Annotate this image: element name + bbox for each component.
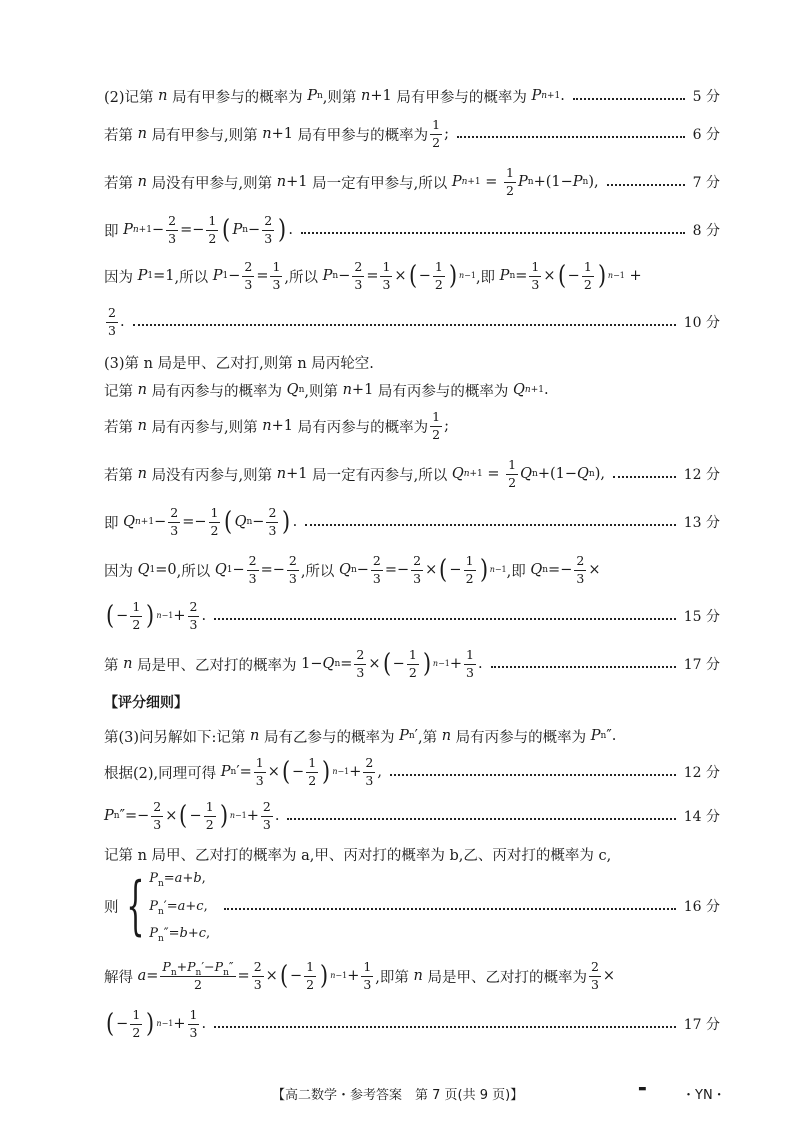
page-footer (0, 1080, 800, 1106)
score: 7 分 (692, 175, 720, 191)
score: 15 分 (683, 609, 720, 625)
score: 17 分 (683, 657, 720, 673)
score: 6 分 (692, 127, 720, 143)
score: 5 分 (692, 89, 720, 105)
line-p2-6: 2 3 . 10 分 (108, 305, 720, 338)
line-r-7: ( − 1 2 ) n−1 + 1 3 . 17 分 (106, 1007, 720, 1040)
line-r-6: 解得 a = $P_n+P_n'-P_n''$ 2 = 2 3 × ( − 1 2 ) n−1 + 1 3 ,即第 n 局是甲、乙对打的概率为 2 3 × (104, 959, 616, 992)
line-p2-2: 若第 n 局有甲参与,则第 n +1 局有甲参与的概率为 1 2 ; 6 分 (104, 117, 720, 150)
score: 12 分 (683, 467, 720, 483)
footer-code: ・YN・ (682, 1088, 726, 1103)
score: 12 分 (683, 765, 720, 781)
score: 10 分 (683, 315, 720, 331)
line-p3-4: 若第 n 局没有丙参与,则第 n +1 局一定有丙参与,所以 Q n+1 = 1 2 Q n +(1− Q n ), 12 分 (104, 457, 720, 490)
line-r-1: 第(3)问另解如下:记第 n 局有乙参与的概率为 P n ′ ,第 n 局有丙参与的概率为 P n ″. (104, 728, 617, 746)
line-p2-1: (2)记第 n 局有甲参与的概率为 P n ,则第 n +1 局有甲参与的概率为 P n+1 . 5 分 (104, 88, 720, 106)
line-r-3: P n ″=− 2 3 × ( − 1 2 ) n−1 + 2 3 . 14 分 (104, 799, 720, 832)
score: 8 分 (692, 223, 720, 239)
footer-title: 【高二数学・参考答案 第 7 页(共 9 页)】 (272, 1088, 524, 1103)
line-p2-5: 因为 P 1 =1 ,所以 P 1 − 2 3 = 1 3 ,所以 P n − 2 3 = 1 3 × ( − 1 2 ) n−1 ,即 P n = 1 3 × ( − 1 2 ) n−1 + (104, 259, 642, 292)
line-p3-2: 记第 n 局有丙参与的概率为 Q n ,则第 n +1 局有丙参与的概率为 Q n+1 . (104, 382, 549, 400)
rubric-heading: 【评分细则】 (104, 695, 188, 711)
line-p3-6: 因为 Q 1 =0 ,所以 Q 1 − 2 3 =− 2 3 ,所以 Q n − 2 3 =− 2 3 × ( − 1 2 ) n−1 ,即 Q n =− 2 3 × (104, 553, 601, 586)
score: 17 分 (683, 1017, 720, 1033)
score: 16 分 (683, 899, 720, 915)
line-p3-5: 即 Q n+1 − 2 3 =− 1 2 ( Q n − 2 3 ) . 13 分 (104, 505, 720, 538)
line-p2-4: 即 P n+1 − 2 3 =− 1 2 ( P n − 2 3 ) . 8 分 (104, 213, 720, 246)
score: 14 分 (683, 809, 720, 825)
line-r-2: 根据(2),同理可得 P n ′= 1 3 × ( − 1 2 ) n−1 + 2 3 , 12 分 (104, 755, 720, 788)
line-p3-7: ( − 1 2 ) n−1 + 2 3 . 15 分 (106, 599, 720, 632)
line-p3-8: 第 n 局是甲、乙对打的概率为 1− Q n = 2 3 × ( − 1 2 ) n−1 + 1 3 . 17 分 (104, 647, 720, 680)
line-r-4: 记第 n 局甲、乙对打的概率为 a,甲、丙对打的概率为 b,乙、丙对打的概率为 c, (104, 847, 612, 864)
score: 13 分 (683, 515, 720, 531)
line-p3-1: (3)第 n 局是甲、乙对打,则第 n 局丙轮空. (104, 355, 374, 372)
equation-system: 则 { $P_n=a+b$, $P_n'=a+c$, $P_n''=b+c$, 16 分 (104, 869, 720, 944)
line-p2-3: 若第 n 局没有甲参与,则第 n +1 局一定有甲参与,所以 P n+1 = 1 2 P n +(1− P n ), 7 分 (104, 165, 720, 198)
line-p3-3: 若第 n 局有丙参与,则第 n +1 局有丙参与的概率为 1 2 ; (104, 409, 449, 442)
footer-mark: ▬ (638, 1084, 647, 1094)
